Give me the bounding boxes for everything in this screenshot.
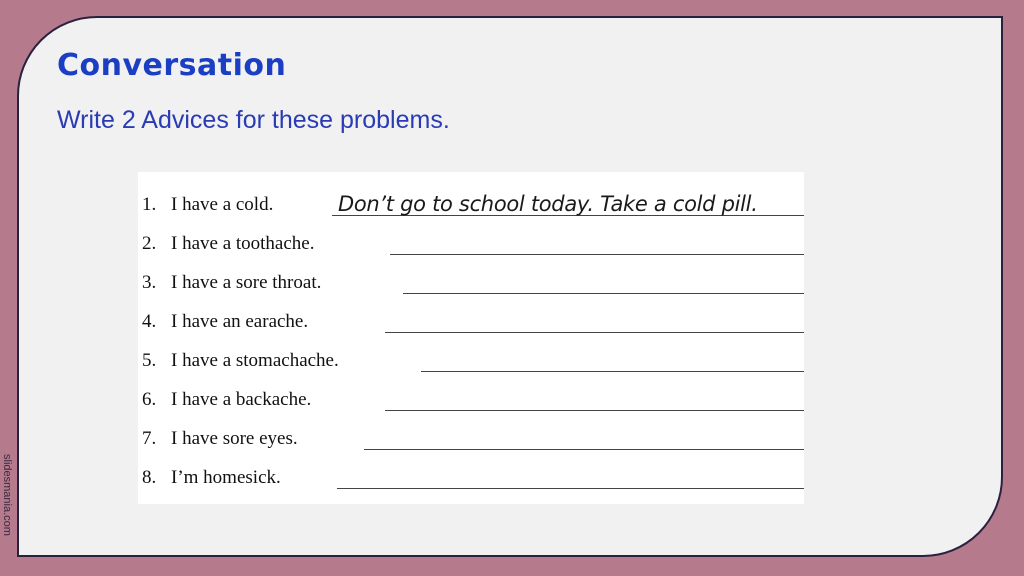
worksheet-row xyxy=(138,381,804,417)
worksheet-image xyxy=(138,172,804,504)
answer-line xyxy=(421,371,804,372)
item-number: 4. xyxy=(142,311,157,332)
item-problem: I have an earache. xyxy=(171,311,309,332)
item-number: 2. xyxy=(142,233,157,254)
worksheet-row xyxy=(138,303,804,339)
worksheet-row xyxy=(138,186,804,222)
slide-card xyxy=(17,16,1003,557)
answer-line xyxy=(385,410,804,411)
item-problem: I have a backache. xyxy=(171,389,312,410)
item-problem: I have a stomachache. xyxy=(171,350,339,371)
worksheet-row xyxy=(138,342,804,378)
answer-line xyxy=(403,293,804,294)
item-number: 8. xyxy=(142,467,157,488)
item-number: 3. xyxy=(142,272,157,293)
answer-line xyxy=(385,332,804,333)
slide-subtitle: Write 2 Advices for these problems. xyxy=(57,106,450,134)
worksheet-row xyxy=(138,264,804,300)
watermark-text: slidesmania.com xyxy=(1,454,13,536)
item-number: 7. xyxy=(142,428,157,449)
slide-title: Conversation xyxy=(57,48,287,83)
worksheet-row xyxy=(138,459,804,495)
item-number: 5. xyxy=(142,350,157,371)
item-problem: I have a toothache. xyxy=(171,233,315,254)
item-number: 1. xyxy=(142,194,157,215)
worksheet-row xyxy=(138,225,804,261)
worksheet-row xyxy=(138,420,804,456)
answer-line xyxy=(364,449,804,450)
answer-line xyxy=(337,488,804,489)
item-answer: Don’t go to school today. Take a cold pill. xyxy=(338,192,758,216)
item-problem: I have sore eyes. xyxy=(171,428,298,449)
item-problem: I’m homesick. xyxy=(171,467,281,488)
item-number: 6. xyxy=(142,389,157,410)
item-problem: I have a cold. xyxy=(171,194,274,215)
item-problem: I have a sore throat. xyxy=(171,272,322,293)
answer-line xyxy=(390,254,804,255)
